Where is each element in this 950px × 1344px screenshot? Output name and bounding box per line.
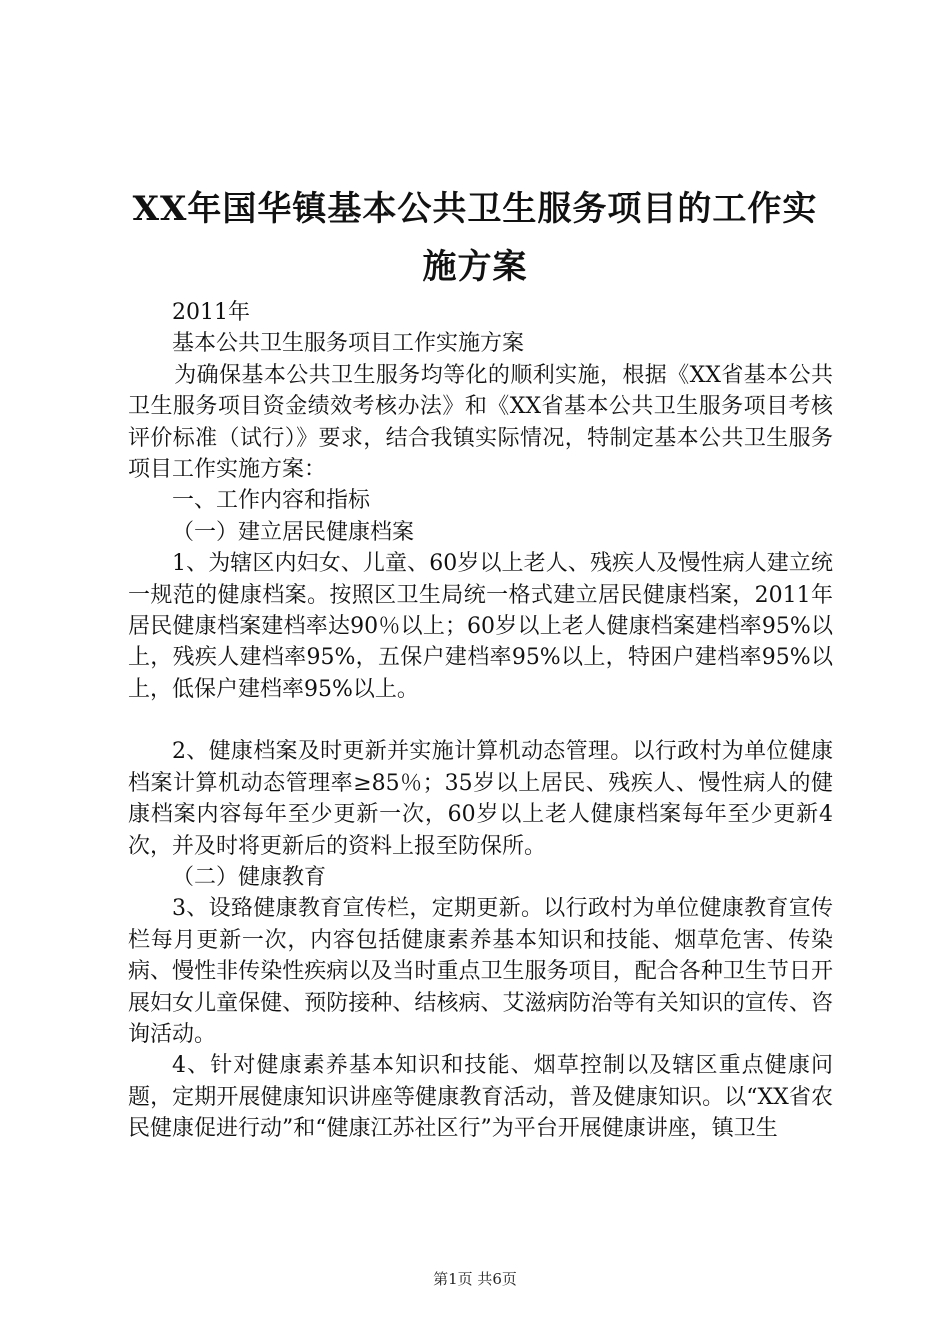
paragraph-item-3: 3、设臵健康教育宣传栏，定期更新。以行政村为单位健康教育宣传栏每月更新一次，内容包括健康素养基本知识和技能、烟草危害、传染病、慢性非传染性疾病以及当时重点卫生服务项目，配合各种卫生节日开展妇女儿童保健、预防接种、结核病、艾滋病防治等有关知识的宣传、咨询活动。: [128, 896, 833, 1047]
paragraph-item-4: 4、针对健康素养基本知识和技能、烟草控制以及辖区重点健康问题，定期开展健康知识讲座等健康教育活动，普及健康知识。以“XX省农民健康促进行动”和“健康江苏社区行”为平台开展健康讲座，镇卫生: [128, 1053, 833, 1142]
paragraph-item-1: 1、为辖区内妇女、儿童、60岁以上老人、残疾人及慢性病人建立统一规范的健康档案。按照区卫生局统一格式建立居民健康档案，2011年居民健康档案建档率达90％以上；60岁以上老人健康档案建档率95%以上，残疾人建档率95%，五保户建档率95%以上，特困户建档率95%以上，低保户建档率95%以上。: [128, 551, 833, 702]
title-line-2: 施方案: [422, 247, 528, 287]
subsection-heading-2: （二）健康教育: [172, 864, 327, 890]
document-body: [128, 297, 833, 1145]
page-footer: 第1页 共6页: [433, 1270, 517, 1288]
subsection-heading-1: （一）建立居民健康档案: [172, 519, 415, 545]
paragraph-spacer: [128, 705, 833, 736]
paragraph-year: 2011年: [172, 300, 250, 325]
title-line-1: XX年国华镇基本公共卫生服务项目的工作实: [132, 189, 818, 229]
document-title: [120, 180, 830, 296]
paragraph-item-2: 2、健康档案及时更新并实施计算机动态管理。以行政村为单位健康档案计算机动态管理率≥85％；35岁以上居民、残疾人、慢性病人的健康档案内容每年至少更新一次，60岁以上老人健康档案每年至少更新4次，并及时将更新后的资料上报至防保所。: [128, 739, 833, 859]
paragraph-intro: 为确保基本公共卫生服务均等化的顺利实施，根据《XX省基本公共卫生服务项目资金绩效考核办法》和《XX省基本公共卫生服务项目考核评价标准（试行）》要求，结合我镇实际情况，特制定基本公共卫生服务项目工作实施方案：: [128, 362, 833, 483]
section-heading-1: 一、工作内容和指标: [172, 488, 371, 514]
paragraph-subtitle: 基本公共卫生服务项目工作实施方案: [172, 331, 525, 357]
